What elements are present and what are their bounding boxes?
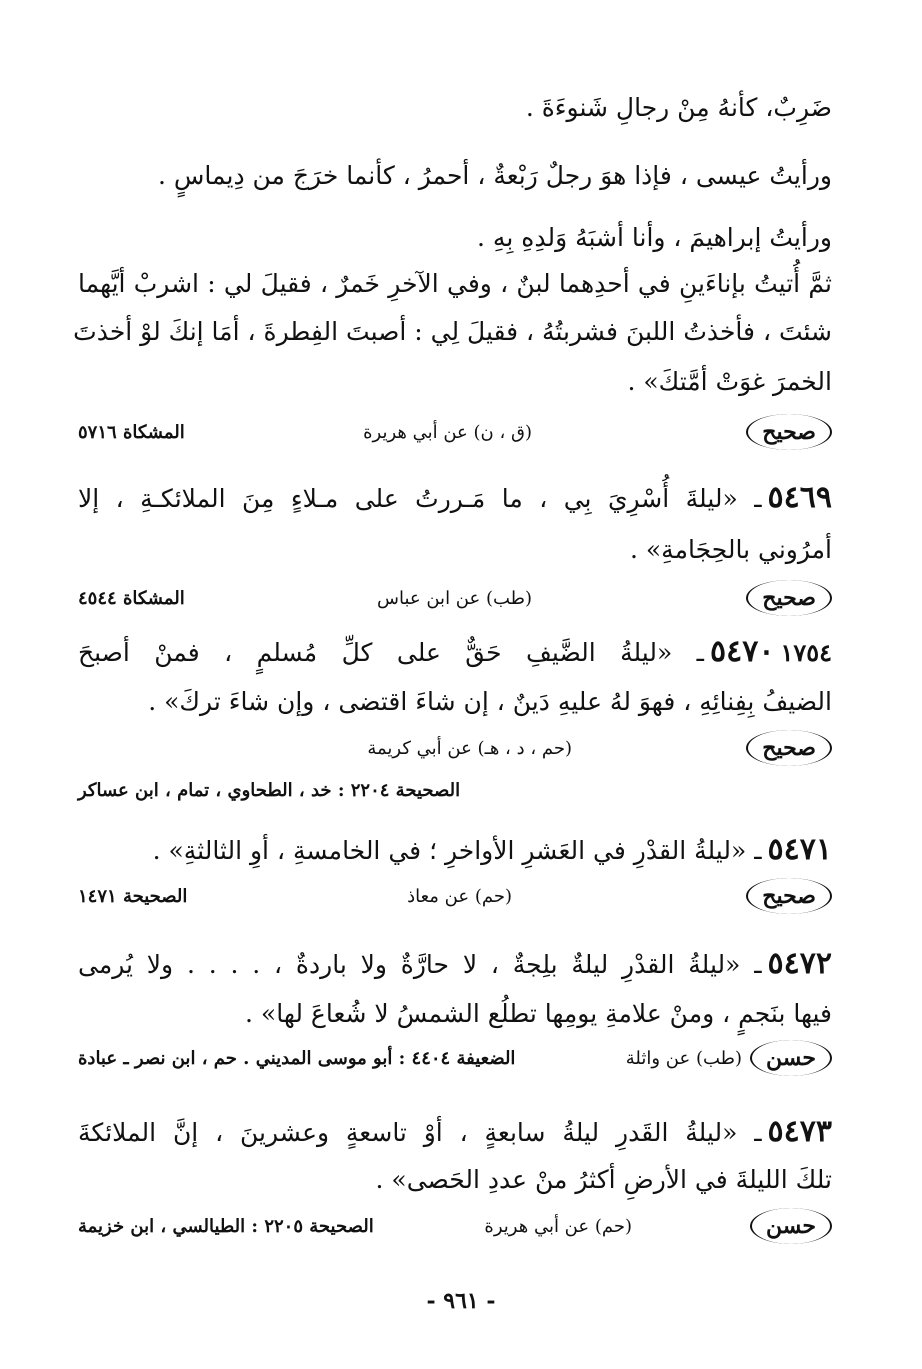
source-row — [78, 1040, 832, 1084]
reference: المشكاة ٤٥٤٤ — [78, 588, 185, 609]
text-line: ورأيتُ إبراهيمَ ، وأنا أشبَهُ وَلدِهِ بِهِ . — [477, 223, 832, 252]
source-row — [78, 1208, 832, 1252]
narrator: (طب) عن ابن عباس — [377, 588, 532, 609]
hadith-number: ٥٤٧١ — [767, 832, 832, 867]
hadith-line — [78, 478, 832, 519]
text-line: ورأيتُ عيسى ، فإذا هوَ رجلٌ رَبْعةٌ ، أحمرُ ، كأنما خرَجَ من دِيماسٍ . — [158, 161, 832, 190]
source-row — [78, 580, 832, 624]
source-row — [78, 414, 832, 458]
narrator: (حم) عن أبي هريرة — [484, 1216, 632, 1237]
narrator: (ق ، ن) عن أبي هريرة — [363, 422, 532, 443]
hadith-number: ٥٤٧٠ — [709, 634, 775, 669]
hadith-text: ـ «ليلةَ أُسْرِيَ بِي ، ما مَـررتُ على مـلاءٍ مِنَ الملائكـةِ ، إلا — [78, 484, 762, 513]
reference: الصحيحة ٢٢٠٥ : الطيالسي ، ابن خزيمة — [78, 1216, 374, 1237]
hadith-number: ٥٤٧٢ — [767, 946, 832, 981]
grade-badge: حسن — [750, 1208, 832, 1244]
hadith-number: ٥٤٦٩ — [767, 480, 832, 515]
grade-badge: صحيح — [746, 414, 832, 450]
source-row — [78, 730, 832, 774]
hadith-number-secondary: ١٧٥٤ — [780, 638, 832, 667]
grade-badge: صحيح — [746, 580, 832, 616]
source-row — [78, 878, 832, 922]
hadith-number: ٥٤٧٣ — [767, 1114, 832, 1149]
text-line: الخمرَ غوَتْ أمَّتكَ» . — [627, 367, 832, 396]
hadith-line — [78, 632, 832, 673]
hadith-line: تلكَ الليلةَ في الأرضِ أكثرُ منْ عددِ الحَصى» . — [375, 1165, 832, 1194]
grade-badge: حسن — [750, 1040, 832, 1076]
narrator: (حم ، د ، هـ) عن أبي كريمة — [367, 738, 572, 759]
text-line: ضَرِبٌ، كأنهُ مِنْ رجالِ شَنوءَةَ . — [525, 93, 832, 122]
reference: المشكاة ٥٧١٦ — [78, 422, 185, 443]
reference: الصحيحة ٢٢٠٤ : خد ، الطحاوي ، تمام ، ابن عساكر — [78, 780, 461, 801]
hadith-line: الضيفُ بِفِنائِهِ ، فهوَ لهُ عليهِ دَينٌ ، إن شاءَ اقتضى ، وإن شاءَ تركَ» . — [148, 687, 832, 716]
hadith-line — [78, 1112, 832, 1153]
page-number: - ٩٦١ - — [426, 1288, 496, 1314]
narrator: (طب) عن واثلة — [625, 1048, 742, 1069]
grade-badge: صحيح — [746, 878, 832, 914]
hadith-line — [78, 944, 832, 985]
narrator: (حم) عن معاذ — [407, 886, 512, 907]
hadith-text: ـ «ليلةُ القَدرِ ليلةُ سابعةٍ ، أوْ تاسعةٍ وعشرينَ ، إنَّ الملائكةَ — [78, 1118, 762, 1147]
hadith-line: أمرُوني بالحِجَامةِ» . — [629, 535, 832, 564]
hadith-text: ـ «ليلةُ الضَّيفِ حَقٌّ على كلِّ مُسلمٍ ، فمنْ أصبحَ — [78, 638, 704, 667]
text-line: شئتَ ، فأخذتُ اللبنَ فشربتُهُ ، فقيلَ لِي : أصبتَ الفِطرةَ ، أمَا إنكَ لوْ أخذتَ — [73, 317, 832, 346]
hadith-text: ـ «ليلةُ القدْرِ ليلةٌ بلِجةٌ ، لا حارَّةٌ ولا باردةٌ ، . . . . ولا يُرمى — [78, 950, 762, 979]
grade-badge: صحيح — [746, 730, 832, 766]
reference: الصحيحة ١٤٧١ — [78, 886, 188, 907]
hadith-line: فيها بنَجمٍ ، ومنْ علامةِ يومِها تطلُع الشمسُ لا شُعاعَ لها» . — [245, 999, 832, 1028]
hadith-line — [78, 830, 832, 871]
hadith-text: ـ «ليلةُ القدْرِ في العَشرِ الأواخرِ ؛ في الخامسةِ ، أوِ الثالثةِ» . — [152, 836, 762, 865]
reference: الضعيفة ٤٤٠٤ : أبو موسى المديني . حم ، ابن نصر ـ عبادة — [78, 1048, 516, 1069]
text-line: ثمَّ أُتيتُ بإناءَينِ في أحدِهما لبنٌ ، وفي الآخرِ خَمرٌ ، فقيلَ لي : اشربْ أيَّهما — [78, 269, 832, 298]
